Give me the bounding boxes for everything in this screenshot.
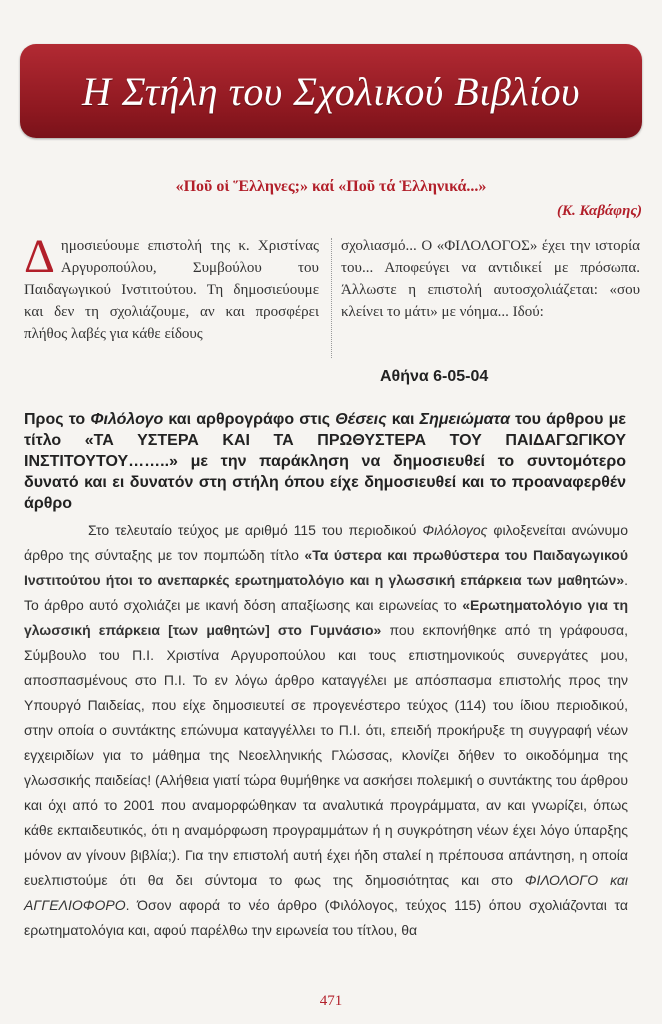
body-segment: Στο τελευταίο τεύχος με αριθμό 115 του περιοδικού	[88, 522, 423, 538]
body-segment: που εκπονήθηκε από τη γράφουσα, Σύμβουλο του Π.Ι. Χριστίνα Αργυροπούλου και τους επιστημονικούς συνεργάτες μου, αποσπασμένους στο Π.Ι. Το εν λόγω άρθρο καταγγέλει με απόσπασμα επιστολής προς την Υπουργό Παιδείας, που είχε δημοσιευτεί σε προγενέστερο τεύχος (114) του ίδιου περιοδικού, στην οποία ο συντάκτης επώνυμα καταγγέλλει το Π.Ι. ότι, επειδή προκήρυξε τη συγγραφή νέων εγχειριδίων για το μάθημα της Νεοελληνικής Γλώσσας, κλονίζει δήθεν το οικοδόμημα της γλωσσικής παιδείας! (Αλήθεια γιατί τώρα θυμήθηκε να ασκήσει πολεμική ο συντάκτης του άρθρου και όχι από το 2001 που αναμορφώθηκαν τα αναλυτικά προγράμματα, αν και γνωρίζει, όπως κάθε εκπαιδευτικός, ότι η αναμόρφωση προγραμμάτων ή η συγκρότηση νέων έχει λόγο ύπαρξης μόνον αν γίνουν βιβλία;). Για την επιστολή αυτή έχει ήδη σταλεί η πρέπουσα απάντηση, η οποία ευελπιστούμε ότι θα δει σύντομα το φως της δημοσιότητας και στο	[24, 622, 629, 888]
heading-part: και	[386, 411, 420, 428]
intro-left-text: ημοσιεύουμε επιστολή της κ. Χριστίνας Αργυροπούλου, Συμβούλου του Παιδαγωγικού Ινστιτούτου. Τη δημοσιεύουμε και δεν τη σχολιάζουμε, αν και προσφέρει πλήθος λαβές για κάθε είδους	[24, 238, 319, 342]
body-segment: «Τα ύστερα και πρωθύστερα του Παιδαγωγικού Ινστιτούτου ήτοι το ανεπαρκές ερωτηματολόγιο και η γλωσσική επάρκεια των μαθητών»	[24, 547, 628, 588]
intro-right-text: σχολιασμό... Ο «ΦΙΛΟΛΟΓΟΣ» έχει την ιστορία του... Αποφεύγει να αντιδικεί με πρόσωπα. Άλλωστε η επιστολή αυτοσχολιάζεται: «σου κλείνει το μάτι» με νόημα... Ιδού:	[341, 238, 640, 320]
body-segment: «Ερωτηματολόγιο για τη γλωσσική επάρκεια [των μαθητών] στο Γυμνάσιο»	[24, 597, 628, 638]
epigraph-quote: «Ποῦ οἱ Ἕλληνες;» καί «Ποῦ τά Ἑλληνικά...»	[175, 178, 487, 195]
epigraph-author: (Κ. Καβάφης)	[556, 203, 642, 219]
heading-part: Θέσεις	[335, 411, 387, 428]
body-segment: ΦΙΛΟΛΟΓΟ και ΑΓΓΕΛΙΟΦΟΡΟ	[24, 872, 628, 913]
intro-right-column	[341, 235, 640, 323]
body-segment: . Το άρθρο αυτό σχολιάζει με ικανή δόση απαξίωσης και ειρωνείας το	[24, 572, 628, 613]
body-segment: φιλοξενείται ανώνυμο άρθρο της σύνταξης με τον πομπώδη τίτλο	[24, 522, 628, 563]
drop-cap: Δ	[24, 230, 55, 283]
heading-part: και αρθρογράφο στις	[163, 411, 336, 428]
letter-heading	[24, 409, 626, 514]
section-banner	[20, 44, 642, 138]
intro-left-column	[24, 230, 319, 345]
page-number: 471	[319, 993, 343, 1009]
heading-part: Σημειώματα	[419, 411, 510, 428]
heading-part: Προς το	[24, 411, 91, 428]
body-segment: Φιλόλογος	[422, 522, 488, 538]
heading-part: Φιλόλογο	[90, 411, 164, 428]
letter-date: Αθήνα 6-05-04	[380, 368, 489, 385]
letter-body	[24, 518, 628, 943]
column-divider	[331, 238, 332, 358]
body-segment: . Όσον αφορά το νέο άρθρο (Φιλόλογος, τεύχος 115) όπου σχολιάζονται τα ερωτηματολόγια και, αφού παρέλθω την ειρωνεία του τίτλου, θα	[24, 897, 628, 938]
banner-title: Η Στήλη του Σχολικού Βιβλίου	[81, 69, 581, 114]
heading-part: του άρθρου με τίτλο «ΤΑ ΥΣΤΕΡΑ ΚΑΙ ΤΑ ΠΡΩΘΥΣΤΕΡΑ ΤΟΥ ΠΑΙΔΑΓΩΓΙΚΟΥ ΙΝΣΤΙΤΟΥΤΟΥ……..» με την παράκληση να δημοσιευθεί το συντομότερο δυνατό και ει δυνατόν στη στήλη όπου είχε δημοσιευθεί και το προαναφερθέν άρθρο	[24, 411, 627, 512]
